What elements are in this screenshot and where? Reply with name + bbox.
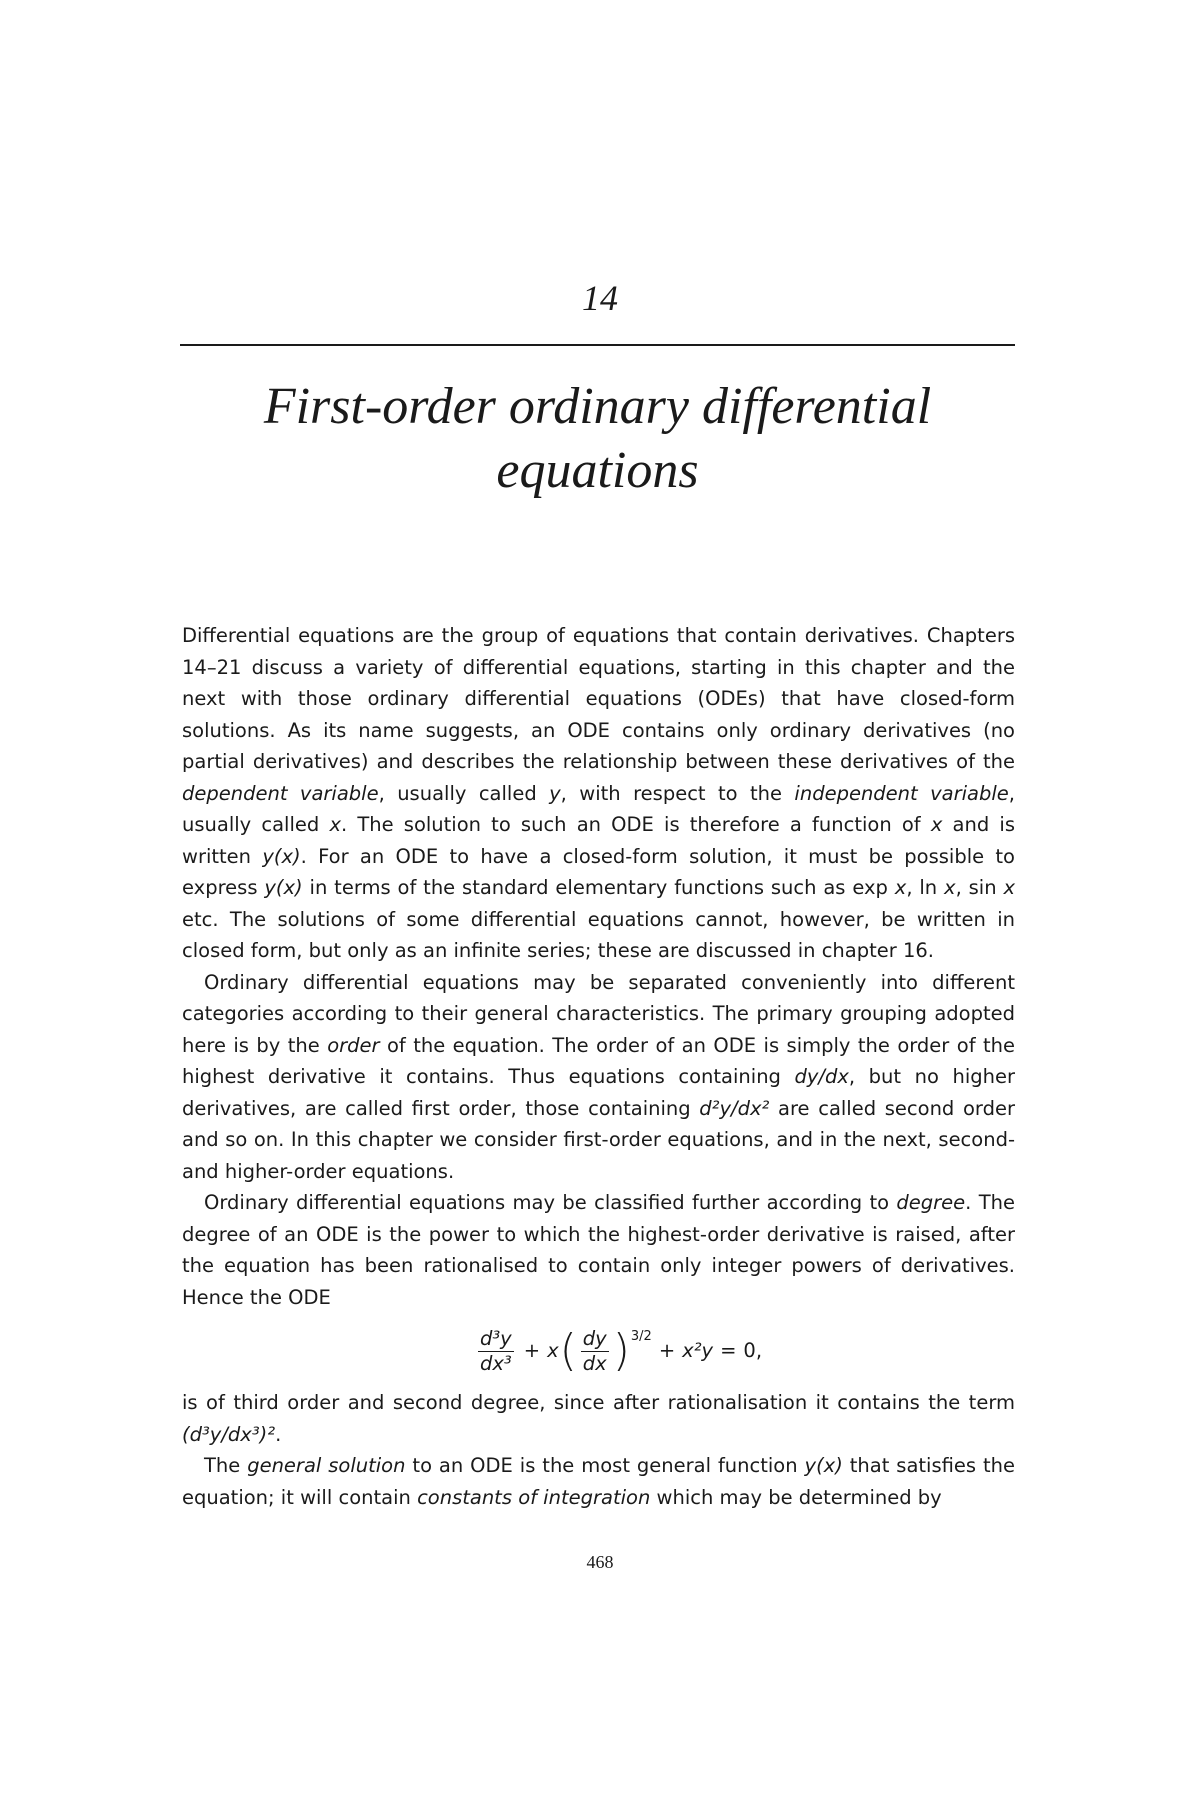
- denominator: dx: [582, 1351, 607, 1375]
- text-run: in terms of the standard elementary functions such as exp: [302, 876, 895, 899]
- paragraph-after-equation: [182, 1387, 1015, 1450]
- math-var: y(x): [264, 876, 303, 899]
- text-run: , usually called: [378, 781, 550, 805]
- math-var: y(x): [804, 1454, 843, 1477]
- paragraph-intro: [182, 620, 1015, 967]
- math-var: y: [549, 781, 561, 805]
- text-run: , but no higher derivatives, are called first order, those containing: [182, 1065, 1015, 1120]
- text-run: , usually called: [182, 781, 1015, 836]
- term-general-solution: general solution: [247, 1454, 406, 1477]
- text-run: . The degree of an ODE is the power to which the highest-order derivative is raised, after the equation has been rationalised to contain only integer powers of derivatives. Hence the ODE: [182, 1191, 1015, 1309]
- plus-sign: +: [658, 1339, 676, 1363]
- math-rhs: 0,: [743, 1339, 763, 1363]
- math-term: x²y: [682, 1339, 714, 1363]
- exponent: 3/2: [630, 1329, 652, 1344]
- numerator: dy: [582, 1326, 607, 1350]
- text-run: Differential equations are the group of equations that contain derivatives. Chapters 14–21 discuss a variety of differential equations, starting in this chapter and the next with those ordinary differential equations (ODEs) that have closed-form solutions. As its name suggests, an ODE contains only ordinary derivatives (no partial derivatives) and describes the relationship between these derivatives of the: [182, 624, 1015, 773]
- chapter-number: 14: [582, 278, 618, 318]
- page-number: 468: [586, 1552, 614, 1572]
- numerator: d³y: [479, 1326, 512, 1350]
- fraction-first-derivative: [581, 1327, 609, 1376]
- paragraph-order: [182, 967, 1015, 1188]
- text-run: . For an ODE to have a closed-form solution, it must be possible to express: [182, 844, 1015, 899]
- text-run: , ln: [906, 876, 945, 899]
- math-var: x: [930, 813, 943, 836]
- fraction-third-derivative: [478, 1327, 514, 1376]
- math-expr: d²y/dx²: [699, 1096, 770, 1120]
- equals-sign: =: [720, 1339, 737, 1363]
- math-var: y(x): [262, 844, 301, 868]
- left-paren: (: [559, 1325, 577, 1376]
- plus-sign: +: [523, 1339, 541, 1363]
- right-paren: ): [612, 1325, 630, 1376]
- term-dependent-variable: dependent variable: [182, 781, 379, 805]
- text-run: are called second order and so on. In this chapter we consider first-order equations, and in the next, second- and higher-order equations.: [182, 1096, 1015, 1183]
- text-run: , sin: [955, 876, 1004, 899]
- math-var: x: [1003, 876, 1015, 899]
- term-order: order: [327, 1033, 380, 1057]
- math-var: x: [944, 876, 956, 899]
- math-expr: dy/dx: [794, 1065, 849, 1088]
- body-text: [182, 620, 1015, 1513]
- term-degree: degree: [896, 1191, 966, 1214]
- chapter-title: First-order ordinary differential equations: [263, 378, 932, 499]
- math-var: x: [547, 1339, 559, 1363]
- text-run: of the equation. The order of an ODE is simply the order of the highest derivative it contains. Thus equations containing: [182, 1033, 1015, 1088]
- text-run: to an ODE is the most general function: [405, 1454, 805, 1477]
- text-run: Ordinary differential equations may be classified further according to: [204, 1191, 897, 1214]
- term-independent-variable: independent variable: [794, 781, 1009, 805]
- math-var: x: [894, 876, 907, 899]
- math-var: x: [329, 813, 341, 836]
- paragraph-general-solution: [182, 1450, 1015, 1513]
- text-run: The: [204, 1454, 248, 1477]
- text-run: that satisfies the equation; it will contain: [182, 1454, 1015, 1509]
- paragraph-degree: [182, 1187, 1015, 1313]
- text-run: and is written: [182, 813, 1015, 868]
- text-run: .: [275, 1422, 282, 1446]
- display-equation: [222, 1315, 1015, 1387]
- math-expr: (d³y/dx³)²: [182, 1422, 276, 1446]
- text-run: Ordinary differential equations may be separated conveniently into different categories according to their general characteristics. The primary grouping adopted here is by the: [182, 970, 1015, 1057]
- text-run: , with respect to the: [560, 781, 795, 805]
- text-run: etc. The solutions of some differential equations cannot, however, be written in closed form, but only as an infinite series; these are discussed in chapter 16.: [182, 907, 1015, 962]
- text-run: is of third order and second degree, since after rationalisation it contains the term: [182, 1391, 1015, 1414]
- text-run: which may be determined by: [650, 1485, 942, 1509]
- denominator: dx³: [479, 1351, 512, 1375]
- text-run: . The solution to such an ODE is therefore a function of: [340, 813, 931, 836]
- chapter-rule: [180, 344, 1015, 346]
- term-constants-of-integration: constants of integration: [417, 1485, 651, 1509]
